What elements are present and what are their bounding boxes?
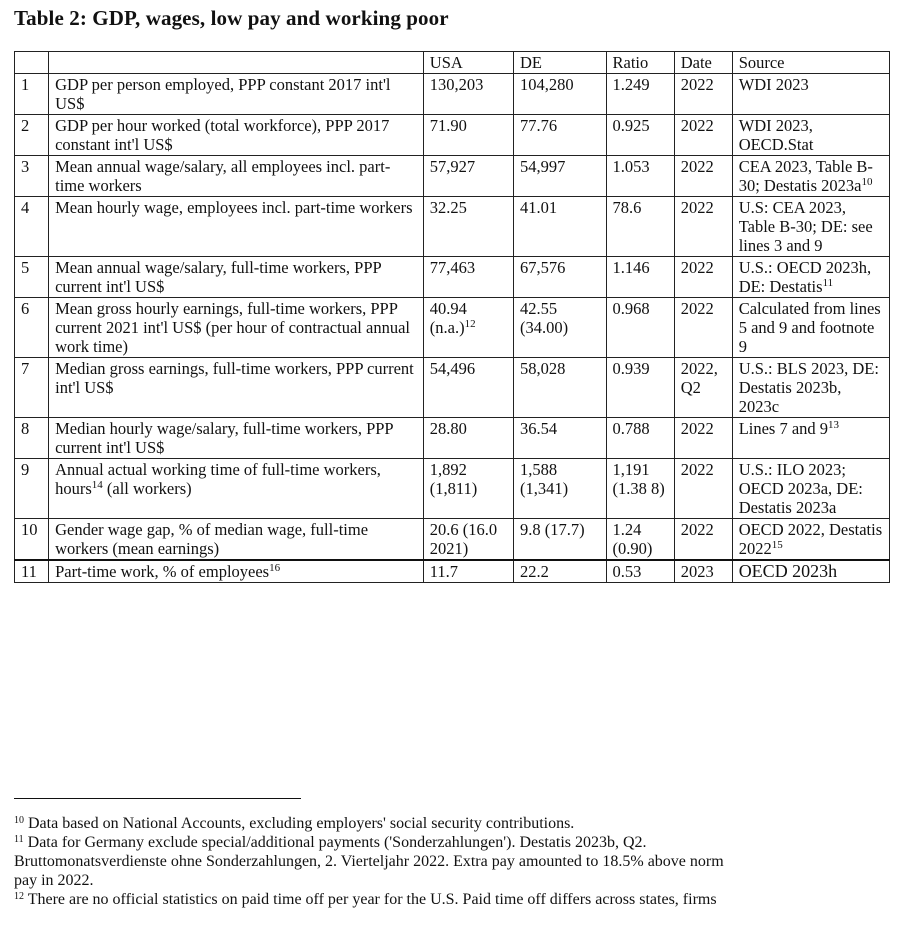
footnote-ref: 16 [269, 562, 281, 574]
footnote-11-line-2 [14, 853, 894, 871]
de-value: 36.54 [514, 418, 607, 459]
source-value: U.S.: ILO 2023; OECD 2023a, DE: Destatis 2023a [732, 459, 889, 519]
footnote-ref: 12 [464, 318, 476, 330]
desc-text: Annual actual working time of full-time workers, hours [55, 460, 381, 498]
date-value: 2022 [674, 156, 732, 197]
source-value: WDI 2023, OECD.Stat [732, 115, 889, 156]
ratio-value: 1.249 [606, 74, 674, 115]
de-value: 54,997 [514, 156, 607, 197]
table-row [15, 257, 890, 298]
row-description: Mean gross hourly earnings, full-time workers, PPP current 2021 int'l US$ (per hour of contractual annual work time) [49, 298, 424, 358]
usa-value: 77,463 [423, 257, 513, 298]
de-value: 58,028 [514, 358, 607, 418]
source-text: Lines 7 and 9 [738, 419, 829, 438]
row-description: GDP per person employed, PPP constant 2017 int'l US$ [49, 74, 424, 115]
date-value: 2022 [674, 115, 732, 156]
data-table [14, 51, 890, 583]
date-value: 2022 [674, 459, 732, 519]
source-value: U.S.: BLS 2023, DE: Destatis 2023b, 2023c [732, 358, 889, 418]
table-title: Table 2: GDP, wages, low pay and working poor [14, 6, 449, 30]
footnote-ref: 10 [861, 176, 873, 188]
footnote-12 [14, 891, 894, 909]
de-value: 9.8 (17.7) [514, 519, 607, 561]
date-value: 2022 [674, 197, 732, 257]
source-value [732, 257, 889, 298]
de-value: 42.55 (34.00) [514, 298, 607, 358]
date-value: 2022 [674, 418, 732, 459]
row-number: 2 [15, 115, 49, 156]
footnote-separator [14, 798, 301, 799]
de-value: 1,588 (1,341) [514, 459, 607, 519]
usa-value: 20.6 (16.0 2021) [423, 519, 513, 561]
ratio-value: 0.939 [606, 358, 674, 418]
source-value: U.S: CEA 2023, Table B-30; DE: see lines 3 and 9 [732, 197, 889, 257]
de-value: 41.01 [514, 197, 607, 257]
row-description: Gender wage gap, % of median wage, full-time workers (mean earnings) [49, 519, 424, 561]
ratio-value: 1.053 [606, 156, 674, 197]
de-value: 22.2 [514, 560, 607, 583]
usa-value: 28.80 [423, 418, 513, 459]
footnote-10 [14, 815, 894, 833]
footnote-ref: 13 [828, 419, 840, 431]
date-value: 2022 [674, 257, 732, 298]
footnote-ref: 14 [91, 479, 103, 491]
row-description: GDP per hour worked (total workforce), PPP 2017 constant int'l US$ [49, 115, 424, 156]
source-value: OECD 2023h [732, 560, 889, 583]
ratio-value: 78.6 [606, 197, 674, 257]
header-usa: USA [423, 52, 513, 74]
footnote-ref: 15 [771, 539, 783, 551]
row-number: 9 [15, 459, 49, 519]
row-number: 11 [15, 560, 49, 583]
row-description [49, 459, 424, 519]
row-number: 10 [15, 519, 49, 561]
row-description: Median gross earnings, full-time workers, PPP current int'l US$ [49, 358, 424, 418]
table-row [15, 298, 890, 358]
ratio-value: 0.53 [606, 560, 674, 583]
date-value: 2022 [674, 519, 732, 561]
usa-value: 57,927 [423, 156, 513, 197]
usa-value: 54,496 [423, 358, 513, 418]
row-number: 8 [15, 418, 49, 459]
usa-value: 130,203 [423, 74, 513, 115]
row-number: 6 [15, 298, 49, 358]
table-header-row [15, 52, 890, 74]
row-number: 5 [15, 257, 49, 298]
date-value: 2023 [674, 560, 732, 583]
ratio-value: 0.968 [606, 298, 674, 358]
footnote-text: Data for Germany exclude special/additional payments ('Sonderzahlungen'). Destatis 2023b, Q2. [27, 834, 647, 851]
usa-value: 71.90 [423, 115, 513, 156]
source-value [732, 418, 889, 459]
footnote-text: Bruttomonatsverdienste ohne Sonderzahlungen, 2. Vierteljahr 2022. Extra pay amounted to 18.5% above norm [14, 853, 724, 870]
row-number: 4 [15, 197, 49, 257]
table-row [15, 358, 890, 418]
table-row [15, 459, 890, 519]
footnote-text: pay in 2022. [14, 872, 94, 889]
footnote-11-line-3 [14, 872, 894, 890]
table-row [15, 197, 890, 257]
header-de: DE [514, 52, 607, 74]
usa-text: 40.94 (n.a.) [429, 299, 467, 337]
source-text: OECD 2022, Destatis 2022 [738, 520, 883, 558]
source-value: Calculated from lines 5 and 9 and footnote 9 [732, 298, 889, 358]
footnote-marker: 11 [14, 834, 24, 845]
footnote-ref: 11 [822, 277, 834, 289]
row-description: Mean annual wage/salary, all employees incl. part-time workers [49, 156, 424, 197]
row-number: 1 [15, 74, 49, 115]
table-row [15, 560, 890, 583]
table-row [15, 519, 890, 561]
usa-value [423, 298, 513, 358]
de-value: 104,280 [514, 74, 607, 115]
row-description: Mean annual wage/salary, full-time workers, PPP current int'l US$ [49, 257, 424, 298]
footnote-text: There are no official statistics on paid time off per year for the U.S. Paid time off differs across states, firms [27, 891, 717, 908]
source-value: WDI 2023 [732, 74, 889, 115]
header-ratio: Ratio [606, 52, 674, 74]
row-description: Mean hourly wage, employees incl. part-time workers [49, 197, 424, 257]
table-row [15, 115, 890, 156]
usa-value: 32.25 [423, 197, 513, 257]
de-value: 67,576 [514, 257, 607, 298]
ratio-value: 1,191 (1.38 8) [606, 459, 674, 519]
source-text: CEA 2023, Table B-30; Destatis 2023a [738, 157, 873, 195]
row-number: 7 [15, 358, 49, 418]
footnote-marker: 10 [14, 815, 24, 826]
ratio-value: 1.24 (0.90) [606, 519, 674, 561]
desc-text: Part-time work, % of employees [55, 562, 270, 581]
usa-value: 11.7 [423, 560, 513, 583]
date-value: 2022 [674, 74, 732, 115]
row-number: 3 [15, 156, 49, 197]
header-desc [49, 52, 424, 74]
table-row [15, 156, 890, 197]
row-description [49, 560, 424, 583]
ratio-value: 0.925 [606, 115, 674, 156]
source-value [732, 156, 889, 197]
footnote-marker: 12 [14, 891, 24, 902]
header-num [15, 52, 49, 74]
desc-text-after: (all workers) [102, 479, 192, 498]
usa-value: 1,892 (1,811) [423, 459, 513, 519]
footnote-text: Data based on National Accounts, excluding employers' social security contributions. [28, 815, 575, 832]
ratio-value: 1.146 [606, 257, 674, 298]
source-text: U.S.: OECD 2023h, DE: Destatis [738, 258, 872, 296]
header-date: Date [674, 52, 732, 74]
date-value: 2022 [674, 298, 732, 358]
table-row [15, 418, 890, 459]
source-value [732, 519, 889, 561]
de-value: 77.76 [514, 115, 607, 156]
ratio-value: 0.788 [606, 418, 674, 459]
footnote-11 [14, 834, 894, 852]
table-row [15, 74, 890, 115]
date-value: 2022, Q2 [674, 358, 732, 418]
header-source: Source [732, 52, 889, 74]
row-description: Median hourly wage/salary, full-time workers, PPP current int'l US$ [49, 418, 424, 459]
